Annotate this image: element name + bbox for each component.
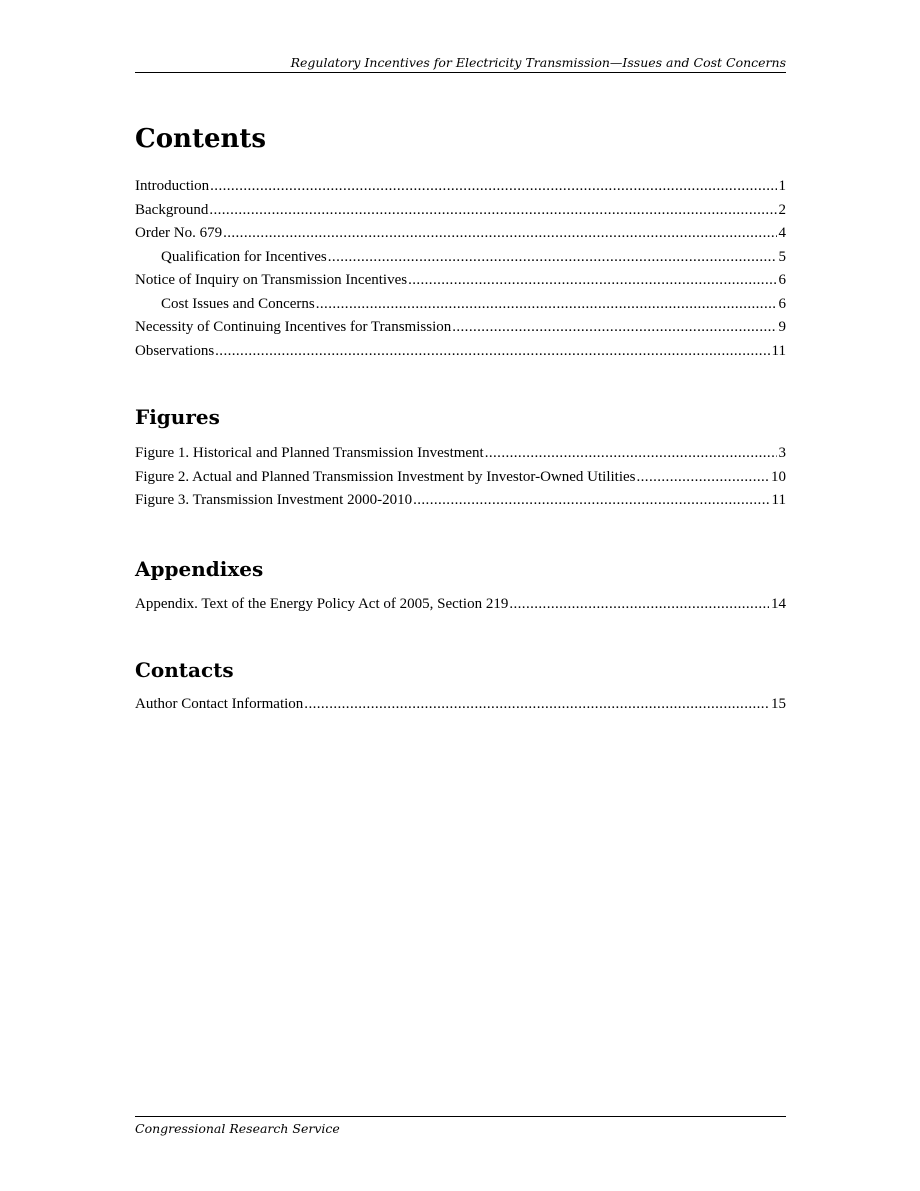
toc-entry-title: Figure 2. Actual and Planned Transmission Investment by Investor-Owned Utilities xyxy=(135,468,636,485)
toc-entry-qualification[interactable] xyxy=(135,246,786,270)
toc-entry-figure-2[interactable] xyxy=(135,466,786,490)
toc-entry-figure-3[interactable] xyxy=(135,489,786,513)
toc-entry-title: Introduction xyxy=(135,178,210,194)
dot-leader xyxy=(210,175,776,199)
dot-leader xyxy=(485,442,777,466)
toc-entry-order-679[interactable] xyxy=(135,222,786,246)
toc-entry-title: Observations xyxy=(135,342,215,359)
contents-heading: Contents xyxy=(135,124,267,154)
appendixes-heading: Appendixes xyxy=(135,557,264,581)
document-page xyxy=(135,0,786,1191)
toc-entry-title: Appendix. Text of the Energy Policy Act of 2005, Section 219 xyxy=(135,596,509,612)
toc-entry-page: 2 xyxy=(778,201,786,218)
toc-entry-page: 15 xyxy=(771,696,786,712)
toc-entry-title: Figure 3. Transmission Investment 2000-2010 xyxy=(135,492,413,508)
toc-entry-title: Notice of Inquiry on Transmission Incentives xyxy=(135,272,408,288)
dot-leader xyxy=(209,199,776,223)
toc-entry-introduction[interactable] xyxy=(135,175,786,199)
dot-leader xyxy=(413,489,769,513)
toc-entry-notice-of-inquiry[interactable] xyxy=(135,269,786,293)
contacts-list xyxy=(135,693,786,717)
toc-entry-page: 5 xyxy=(778,248,786,265)
toc-entry-title: Figure 1. Historical and Planned Transmission Investment xyxy=(135,445,484,461)
toc-entry-appendix[interactable] xyxy=(135,593,786,617)
dot-leader xyxy=(316,293,777,317)
toc-entry-observations[interactable] xyxy=(135,340,786,364)
toc-entry-page: 11 xyxy=(771,492,786,508)
contents-list xyxy=(135,175,786,363)
figures-heading: Figures xyxy=(135,405,220,429)
toc-entry-page: 10 xyxy=(771,468,786,485)
toc-entry-title: Necessity of Continuing Incentives for Transmission xyxy=(135,319,452,335)
dot-leader xyxy=(509,593,769,617)
toc-entry-title: Background xyxy=(135,201,209,218)
toc-entry-title: Qualification for Incentives xyxy=(161,248,327,265)
toc-entry-background[interactable] xyxy=(135,199,786,223)
figures-list xyxy=(135,442,786,513)
contacts-heading: Contacts xyxy=(135,658,234,682)
toc-entry-title: Order No. 679 xyxy=(135,225,223,241)
dot-leader xyxy=(215,340,769,364)
toc-entry-page: 6 xyxy=(778,295,786,312)
toc-entry-title: Author Contact Information xyxy=(135,696,304,712)
dot-leader xyxy=(223,222,776,246)
toc-entry-page: 11 xyxy=(771,342,786,359)
toc-entry-page: 3 xyxy=(778,445,786,461)
toc-entry-page: 1 xyxy=(778,178,786,194)
toc-entry-page: 4 xyxy=(778,225,786,241)
dot-leader xyxy=(408,269,776,293)
toc-entry-page: 9 xyxy=(778,319,786,335)
toc-entry-cost-issues[interactable] xyxy=(135,293,786,317)
dot-leader xyxy=(328,246,777,270)
toc-entry-author-contact[interactable] xyxy=(135,693,786,717)
toc-entry-page: 14 xyxy=(771,596,786,612)
running-header: Regulatory Incentives for Electricity Transmission—Issues and Cost Concerns xyxy=(135,55,786,73)
toc-entry-page: 6 xyxy=(778,272,786,288)
running-footer: Congressional Research Service xyxy=(135,1116,786,1136)
dot-leader xyxy=(452,316,776,340)
toc-entry-figure-1[interactable] xyxy=(135,442,786,466)
appendixes-list xyxy=(135,593,786,617)
dot-leader xyxy=(637,466,770,490)
toc-entry-necessity[interactable] xyxy=(135,316,786,340)
dot-leader xyxy=(304,693,769,717)
toc-entry-title: Cost Issues and Concerns xyxy=(161,295,315,312)
